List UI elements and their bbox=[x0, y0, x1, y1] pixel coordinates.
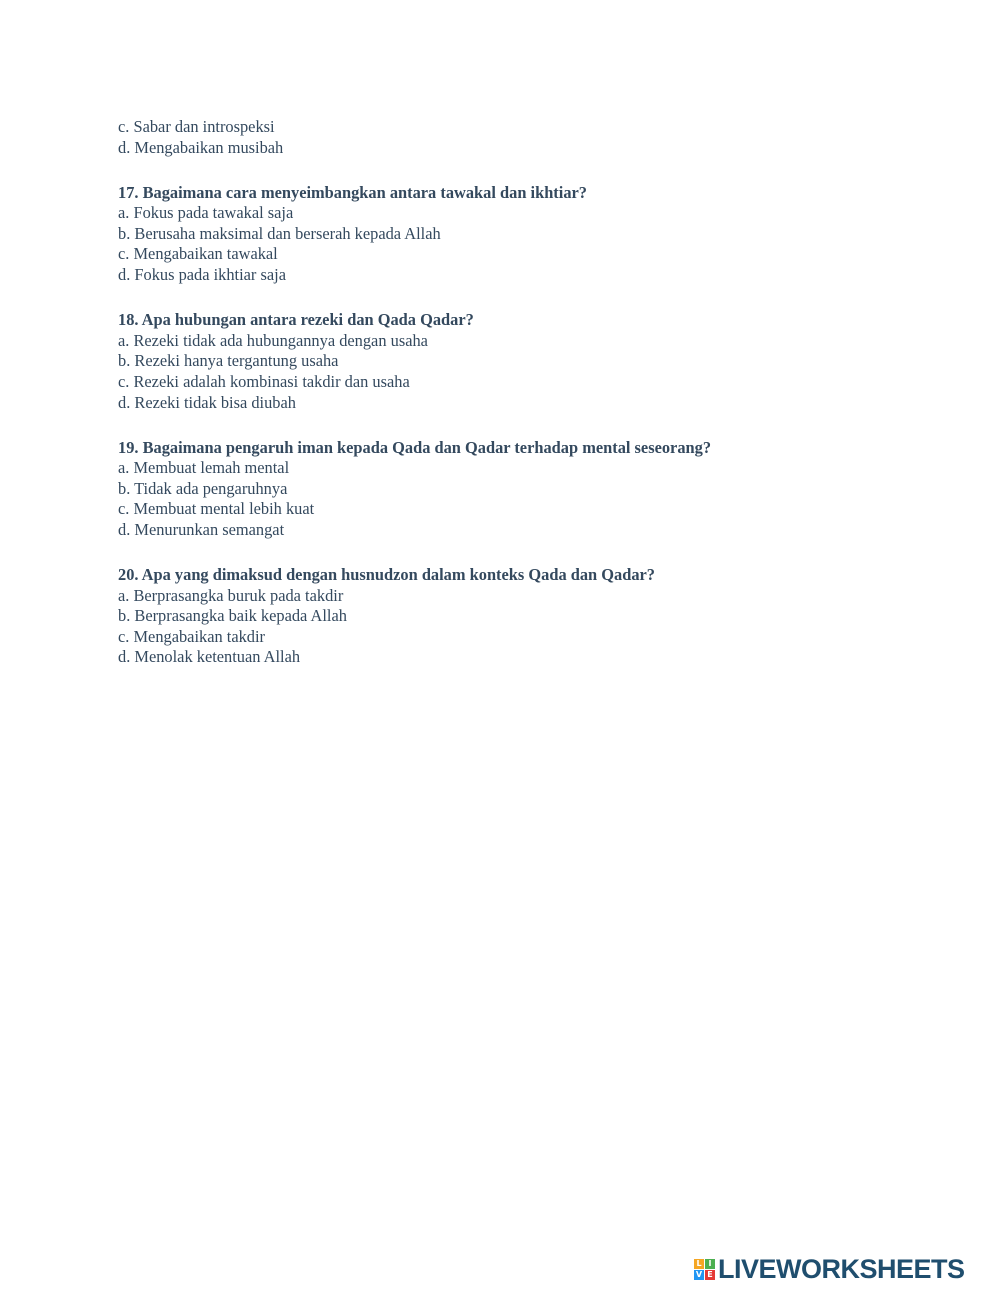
option-d: d. Menolak ketentuan Allah bbox=[118, 647, 301, 667]
option-a: a. Fokus pada tawakal saja bbox=[118, 203, 294, 223]
option-a: a. Berprasangka buruk pada takdir bbox=[118, 585, 344, 605]
option-c: c. Rezeki adalah kombinasi takdir dan usaha bbox=[118, 371, 410, 391]
option-c: c. Mengabaikan tawakal bbox=[118, 244, 278, 264]
option-c: c. Sabar dan introspeksi bbox=[118, 117, 275, 136]
live-block-v: V bbox=[695, 1269, 703, 1279]
live-block-l: L bbox=[694, 1259, 704, 1269]
option-b: b. Rezeki hanya tergantung usaha bbox=[118, 351, 339, 371]
question-block-16-continued bbox=[118, 117, 978, 158]
live-block-i: I bbox=[705, 1259, 715, 1269]
question-17-text: 17. Bagaimana cara menyeimbangkan antara tawakal dan ikhtiar? bbox=[118, 182, 587, 202]
question-block-18 bbox=[118, 310, 978, 413]
option-d: d. Fokus pada ikhtiar saja bbox=[118, 265, 286, 285]
liveworksheets-wordmark: LIVEWORKSHEETS bbox=[718, 1254, 965, 1284]
option-b: b. Berprasangka baik kepada Allah bbox=[118, 606, 347, 626]
question-19-text: 19. Bagaimana pengaruh iman kepada Qada dan Qadar terhadap mental seseorang? bbox=[118, 437, 712, 457]
option-d: d. Rezeki tidak bisa diubah bbox=[118, 392, 296, 412]
option-c: c. Mengabaikan takdir bbox=[118, 626, 266, 646]
option-a: a. Membuat lemah mental bbox=[118, 458, 290, 478]
option-d: d. Mengabaikan musibah bbox=[118, 137, 284, 157]
question-20-text: 20. Apa yang dimaksud dengan husnudzon dalam konteks Qada dan Qadar? bbox=[118, 565, 655, 585]
option-d: d. Menurunkan semangat bbox=[118, 520, 285, 539]
worksheet-page bbox=[118, 117, 978, 693]
question-18-text: 18. Apa hubungan antara rezeki dan Qada Qadar? bbox=[118, 310, 474, 330]
live-blocks-icon bbox=[694, 1259, 715, 1280]
option-c: c. Membuat mental lebih kuat bbox=[118, 499, 315, 519]
question-block-19 bbox=[118, 438, 978, 541]
option-b: b. Tidak ada pengaruhnya bbox=[118, 478, 288, 498]
question-block-20 bbox=[118, 565, 978, 668]
option-b: b. Berusaha maksimal dan berserah kepada Allah bbox=[118, 223, 441, 243]
liveworksheets-logo bbox=[694, 1254, 965, 1284]
option-a: a. Rezeki tidak ada hubungannya dengan usaha bbox=[118, 330, 428, 350]
live-block-e: E bbox=[705, 1270, 715, 1280]
question-block-17 bbox=[118, 183, 978, 286]
